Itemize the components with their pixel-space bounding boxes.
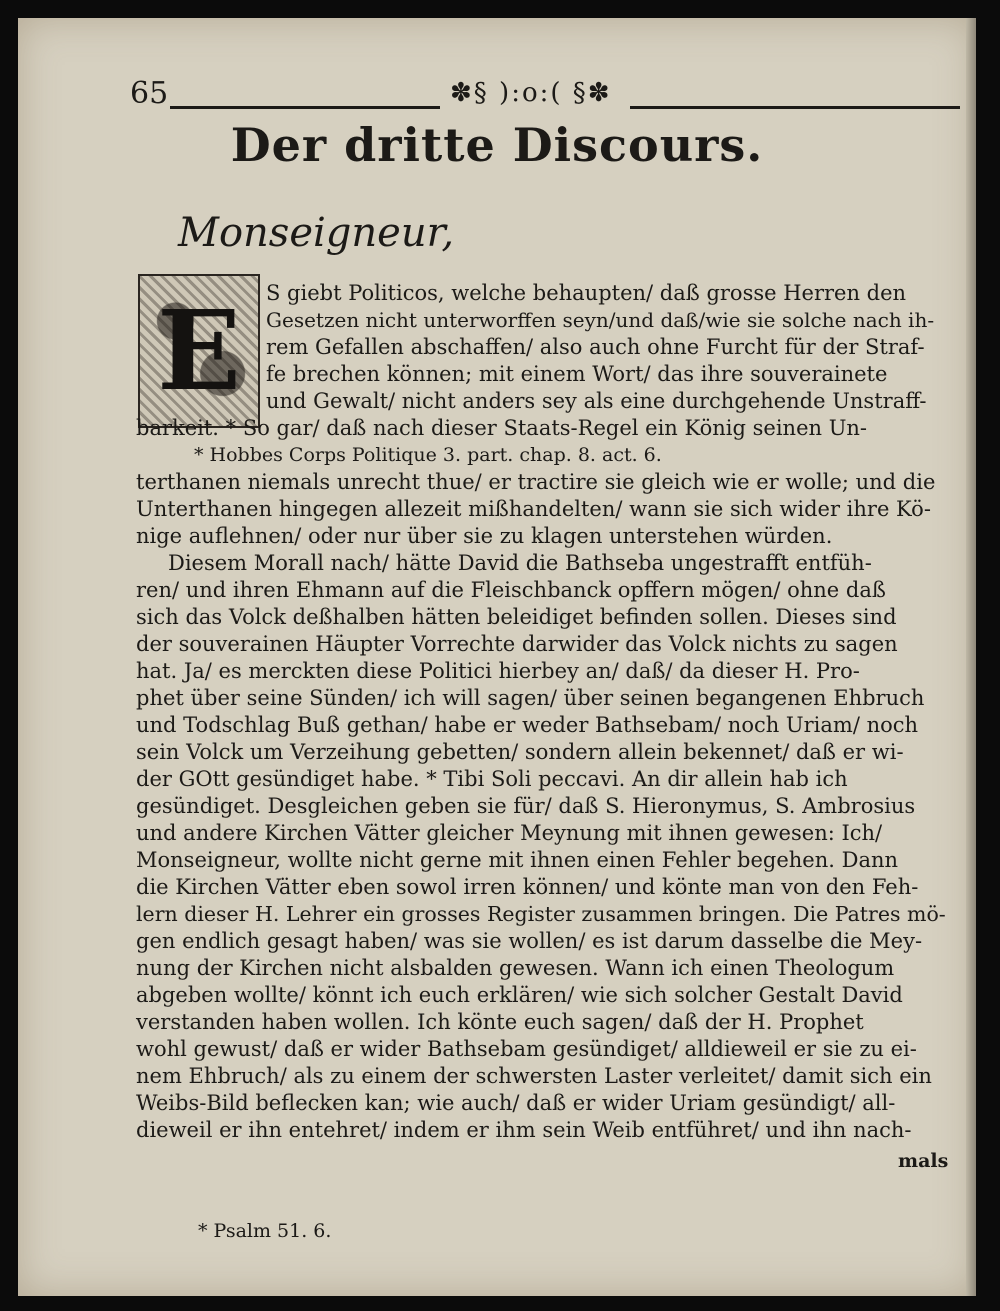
header-rule-right	[630, 106, 960, 109]
text-line: nung der Kirchen nicht alsbalden gewesen. Wann ich einen Theologum	[136, 956, 895, 980]
page-number: 65	[130, 76, 169, 111]
text-line: terthanen niemals unrecht thue/ er tractire sie gleich wie er wolle; und die	[136, 470, 936, 494]
catchword: mals	[898, 1150, 949, 1172]
chapter-title: Der dritte Discours.	[230, 118, 764, 172]
text-line: hat. Ja/ es merckten diese Politici hierbey an/ daß/ da dieser H. Pro-	[136, 659, 860, 683]
book-page	[18, 18, 976, 1296]
text-line: Diesem Morall nach/ hätte David die Bathseba ungestrafft entfüh-	[168, 551, 872, 575]
text-line: nem Ehbruch/ als zu einem der schwersten Laster verleitet/ damit sich ein	[136, 1064, 932, 1088]
salutation: Monseigneur,	[178, 210, 455, 256]
text-line: und andere Kirchen Vätter gleicher Meynung mit ihnen gewesen: Ich/	[136, 821, 883, 845]
text-line: rem Gefallen abschaffen/ also auch ohne Furcht für der Straf-	[266, 335, 925, 359]
text-line: verstanden haben wollen. Ich könte euch sagen/ daß der H. Prophet	[136, 1010, 864, 1034]
header-ornament: ✽§ ):o:( §✽	[450, 78, 612, 108]
text-line: phet über seine Sünden/ ich will sagen/ über seinen begangenen Ehbruch	[136, 686, 925, 710]
text-line: nige auflehnen/ oder nur über sie zu klagen unterstehen würden.	[136, 524, 833, 548]
text-line: die Kirchen Vätter eben sowol irren können/ und könte man von den Feh-	[136, 875, 919, 899]
header-rule-left	[170, 106, 440, 109]
text-line: gesündiget. Desgleichen geben sie für/ daß S. Hieronymus, S. Ambrosius	[136, 794, 916, 818]
text-line: S giebt Politicos, welche behaupten/ daß grosse Herren den	[266, 281, 907, 305]
text-line: der souverainen Häupter Vorrechte darwider das Volck nichts zu sagen	[136, 632, 898, 656]
page-spine-shadow	[966, 18, 976, 1296]
running-header	[130, 76, 976, 116]
text-line: wohl gewust/ daß er wider Bathsebam gesündiget/ alldieweil er sie zu ei-	[136, 1037, 917, 1061]
text-line: barkeit. * So gar/ daß nach dieser Staats-Regel ein König seinen Un-	[136, 416, 868, 440]
initial-letter: E	[157, 286, 241, 415]
text-line: Gesetzen nicht unterworffen seyn/und daß/wie sie solche nach ih-	[266, 308, 935, 332]
text-line: Unterthanen hingegen allezeit mißhandelten/ wann sie sich wider ihre Kö-	[136, 497, 931, 521]
text-line: ren/ und ihren Ehmann auf die Fleischbanck opffern mögen/ ohne daß	[136, 578, 886, 602]
text-line: gen endlich gesagt haben/ was sie wollen/ es ist darum dasselbe die Mey-	[136, 929, 923, 953]
text-line: und Gewalt/ nicht anders sey als eine durchgehende Unstraff-	[266, 389, 927, 413]
text-line: Monseigneur, wollte nicht gerne mit ihnen einen Fehler begehen. Dann	[136, 848, 899, 872]
text-line: dieweil er ihn entehret/ indem er ihm sein Weib entführet/ und ihn nach-	[136, 1118, 912, 1142]
text-line: fe brechen können; mit einem Wort/ das ihre souverainete	[266, 362, 888, 386]
text-line: abgeben wollte/ könnt ich euch erklären/ wie sich solcher Gestalt David	[136, 983, 903, 1007]
footnote: * Psalm 51. 6.	[198, 1220, 332, 1242]
marginal-citation: * Hobbes Corps Politique 3. part. chap. 8. act. 6.	[194, 444, 662, 466]
text-line: sich das Volck deßhalben hätten beleidiget befinden sollen. Dieses sind	[136, 605, 897, 629]
text-line: Weibs-Bild beflecken kan; wie auch/ daß er wider Uriam gesündigt/ all-	[136, 1091, 896, 1115]
text-line: und Todschlag Buß gethan/ habe er weder Bathsebam/ noch Uriam/ noch	[136, 713, 919, 737]
decorated-initial	[138, 274, 260, 428]
text-line: der GOtt gesündiget habe. * Tibi Soli peccavi. An dir allein hab ich	[136, 767, 848, 791]
text-line: sein Volck um Verzeihung gebetten/ sondern allein bekennet/ daß er wi-	[136, 740, 904, 764]
text-line: lern dieser H. Lehrer ein grosses Register zusammen bringen. Die Patres mö-	[136, 902, 946, 926]
